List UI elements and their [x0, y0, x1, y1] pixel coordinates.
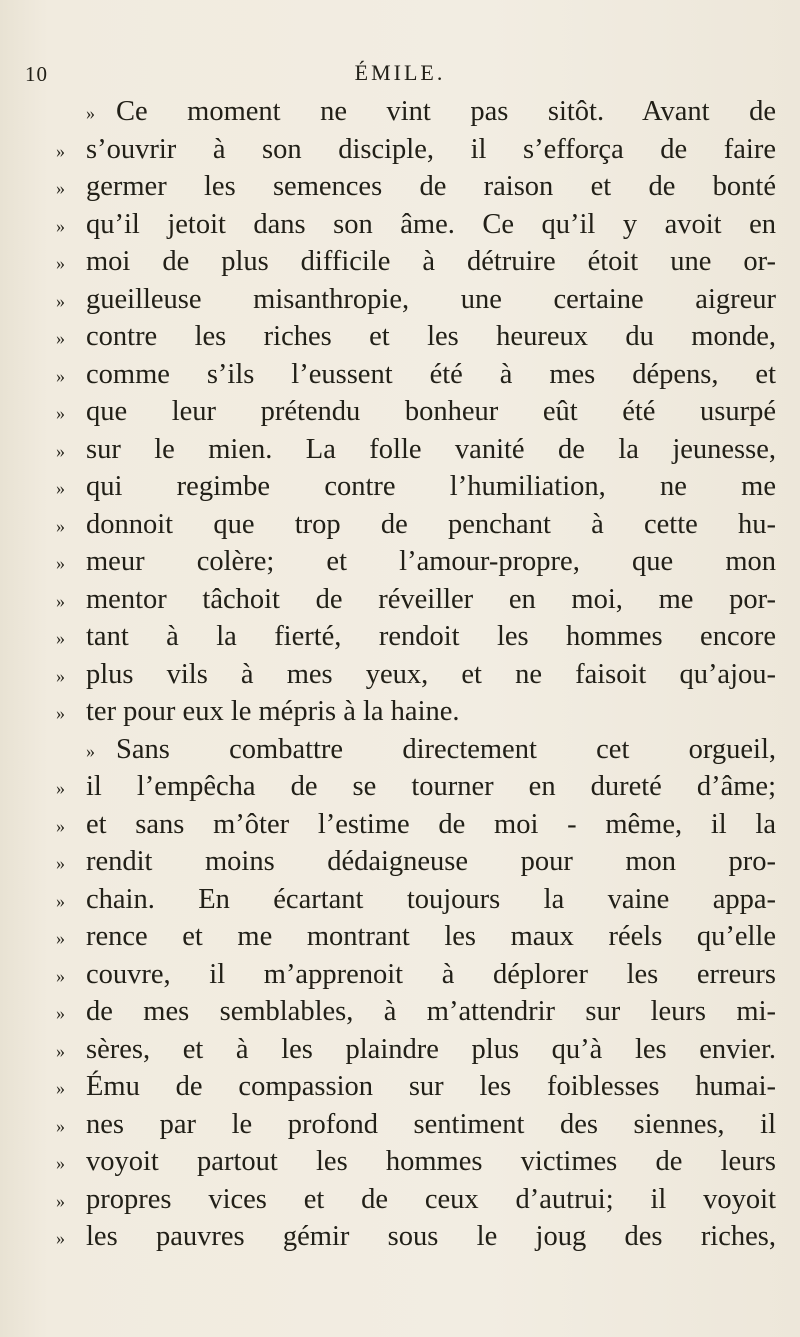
- line-text: qu’il jetoit dans son âme. Ce qu’il y avoit en: [86, 208, 776, 240]
- running-title: ÉMILE.: [354, 60, 446, 85]
- text-line: [40, 918, 780, 956]
- text-line: [40, 881, 780, 919]
- quotation-mark: »: [56, 440, 65, 461]
- line-text: et sans m’ôter l’estime de moi - même, il la: [86, 808, 776, 840]
- quotation-mark: »: [56, 515, 65, 536]
- line-text: mentor tâchoit de réveiller en moi, me por-: [86, 583, 776, 615]
- text-line: [40, 1031, 780, 1069]
- line-text: rence et me montrant les maux réels qu’elle: [86, 921, 776, 952]
- quotation-mark: »: [56, 1040, 65, 1061]
- line-text: il l’empêcha de se tourner en dureté d’âme;: [86, 771, 776, 802]
- text-line: [40, 731, 780, 769]
- quotation-mark: »: [56, 590, 65, 611]
- line-text: de mes semblables, à m’attendrir sur leurs mi-: [86, 996, 776, 1027]
- text-line: [40, 393, 780, 431]
- quotation-mark: »: [56, 853, 65, 873]
- text-line: [40, 806, 780, 844]
- text-line: [40, 1181, 780, 1219]
- text-line: [40, 281, 780, 319]
- line-text: s’ouvrir à son disciple, il s’efforça de faire: [86, 133, 776, 165]
- line-text: gueilleuse misanthropie, une certaine aigreur: [86, 283, 776, 315]
- text-line: [40, 131, 780, 169]
- text-line: [40, 543, 780, 581]
- text-line: [40, 581, 780, 619]
- text-line: [40, 468, 780, 506]
- text-line: [40, 431, 780, 469]
- text-line: [40, 243, 780, 281]
- quotation-mark: »: [56, 365, 65, 386]
- quotation-mark: »: [56, 1228, 65, 1248]
- line-text: contre les riches et les heureux du monde,: [86, 321, 776, 352]
- quotation-mark: »: [56, 965, 65, 986]
- text-line: [40, 206, 780, 244]
- line-text: Ce moment ne vint pas sitôt. Avant de: [116, 96, 776, 127]
- quotation-mark: »: [56, 178, 65, 198]
- line-text: Sans combattre directement cet orgueil,: [116, 733, 776, 765]
- line-text: que leur prétendu bonheur eût été usurpé: [86, 396, 776, 427]
- text-line: [40, 618, 780, 656]
- line-text: qui regimbe contre l’humiliation, ne me: [86, 471, 776, 502]
- text-line: [40, 93, 780, 131]
- line-text: donnoit que trop de penchant à cette hu-: [86, 508, 776, 540]
- line-text: germer les semences de raison et de bonté: [86, 171, 776, 202]
- page-header: [0, 60, 800, 90]
- line-text: les pauvres gémir sous le joug des riches,: [86, 1221, 776, 1252]
- line-text: Ému de compassion sur les foiblesses humai-: [86, 1071, 776, 1102]
- quotation-mark: »: [56, 478, 65, 498]
- quotation-mark: »: [56, 1078, 65, 1098]
- quotation-mark: »: [56, 1003, 65, 1023]
- quotation-mark: »: [56, 665, 65, 686]
- line-text: tant à la fierté, rendoit les hommes encore: [86, 621, 776, 652]
- quotation-mark: »: [56, 140, 65, 161]
- text-line: [40, 1218, 780, 1256]
- line-text: meur colère; et l’amour-propre, que mon: [86, 546, 776, 577]
- quotation-mark: »: [56, 815, 65, 836]
- text-line: [40, 1106, 780, 1144]
- quotation-mark: »: [56, 928, 65, 948]
- text-line: [40, 956, 780, 994]
- line-text: chain. En écartant toujours la vaine appa-: [86, 883, 776, 915]
- quotation-mark: »: [56, 553, 65, 573]
- text-line: [40, 993, 780, 1031]
- quotation-mark: »: [56, 328, 65, 348]
- line-text: nes par le profond sentiment des siennes, il: [86, 1108, 776, 1140]
- quotation-mark: »: [56, 890, 65, 911]
- page-number: 10: [25, 62, 48, 86]
- quotation-mark: »: [56, 215, 65, 236]
- quotation-mark: »: [86, 103, 95, 123]
- line-text: plus vils à mes yeux, et ne faisoit qu’ajou-: [86, 658, 776, 690]
- text-line: [40, 1143, 780, 1181]
- quotation-mark: »: [56, 403, 65, 423]
- text-line: [40, 506, 780, 544]
- quotation-mark: »: [56, 253, 65, 273]
- text-line: [40, 168, 780, 206]
- quotation-mark: »: [56, 1153, 65, 1173]
- line-text: ter pour eux le mépris à la haine.: [86, 696, 460, 727]
- quotation-mark: »: [56, 778, 65, 798]
- line-text: sur le mien. La folle vanité de la jeunesse,: [86, 433, 776, 465]
- text-line: [40, 356, 780, 394]
- quotation-mark: »: [56, 1190, 65, 1211]
- text-line: [40, 768, 780, 806]
- quotation-mark: »: [86, 740, 95, 761]
- text-line: [40, 656, 780, 694]
- line-text: couvre, il m’apprenoit à déplorer les erreurs: [86, 958, 776, 990]
- text-line: [40, 318, 780, 356]
- quotation-mark: »: [56, 1115, 65, 1136]
- body-text: [40, 93, 780, 1256]
- line-text: sères, et à les plaindre plus qu’à les envier.: [86, 1033, 776, 1065]
- line-text: voyoit partout les hommes victimes de leurs: [86, 1146, 776, 1177]
- line-text: propres vices et de ceux d’autrui; il voyoit: [86, 1183, 776, 1215]
- text-line: [40, 1068, 780, 1106]
- text-line: [40, 843, 780, 881]
- quotation-mark: »: [56, 703, 65, 723]
- text-line: [40, 693, 780, 731]
- line-text: moi de plus difficile à détruire étoit une or-: [86, 246, 776, 277]
- line-text: rendit moins dédaigneuse pour mon pro-: [86, 846, 776, 877]
- line-text: comme s’ils l’eussent été à mes dépens, et: [86, 358, 776, 390]
- quotation-mark: »: [56, 290, 65, 311]
- quotation-mark: »: [56, 628, 65, 648]
